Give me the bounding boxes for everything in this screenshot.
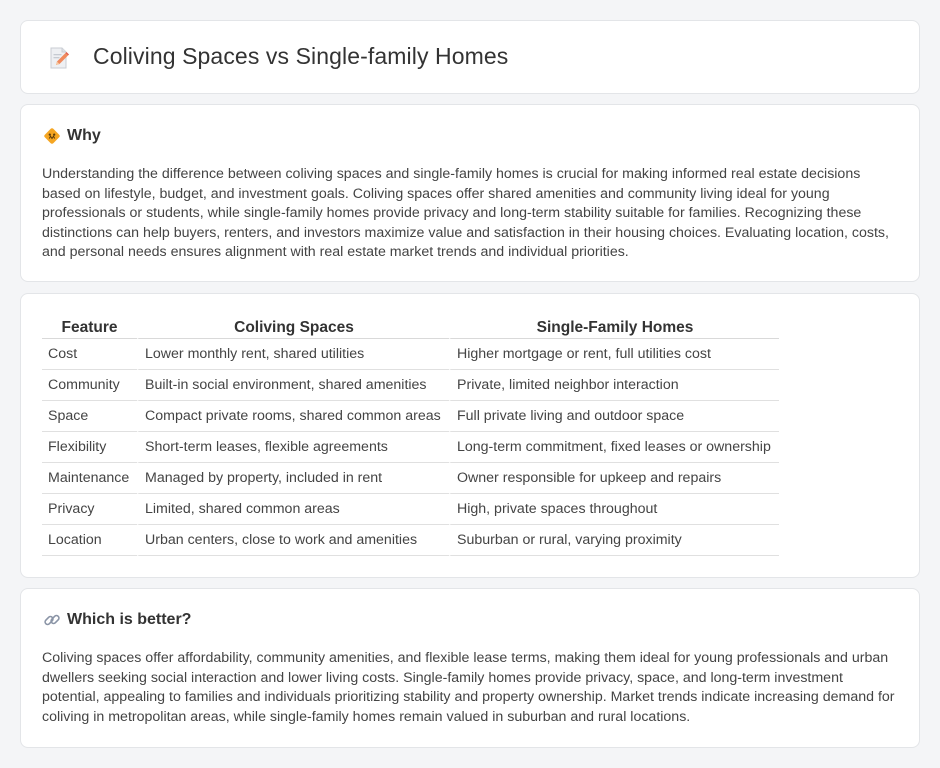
feature-cell: Maintenance [42,463,137,494]
coliving-cell: Short-term leases, flexible agreements [137,432,449,463]
table-row [42,525,779,556]
single-family-cell: Higher mortgage or rent, full utilities cost [449,339,779,370]
why-text: Understanding the difference between coliving spaces and single-family homes is crucial for making informed real estate decisions based on lifestyle, budget, and investment goals. Coliving spaces offer shared amenities and community living ideal for young professionals or students, while single-family homes provide privacy and long-term stability suitable for families. Recognizing these distinctions can help buyers, renters, and investors maximize value and satisfaction in their housing choices. Evaluating location, costs, and personal needs ensures alignment with real estate market trends and individual priorities. [42,166,889,261]
single-family-cell: High, private spaces throughout [449,494,779,525]
coliving-cell: Managed by property, included in rent [137,463,449,494]
coliving-cell: Limited, shared common areas [137,494,449,525]
better-heading-label: Which is better? [67,611,192,628]
why-section [20,104,920,282]
comparison-section [20,293,920,578]
edit-document-icon [47,46,71,70]
table-row [42,463,779,494]
feature-cell: Privacy [42,494,137,525]
why-heading [43,127,101,145]
column-header-single-family: Single-Family Homes [449,313,779,339]
feature-cell: Community [42,370,137,401]
single-family-cell: Suburban or rural, varying proximity [449,525,779,556]
why-heading-label: Why [67,127,101,144]
feature-cell: Flexibility [42,432,137,463]
diamond-sign-icon [43,127,61,145]
feature-cell: Space [42,401,137,432]
table-row [42,494,779,525]
comparison-table [42,313,779,556]
single-family-cell: Owner responsible for upkeep and repairs [449,463,779,494]
single-family-cell: Long-term commitment, fixed leases or ownership [449,432,779,463]
coliving-cell: Compact private rooms, shared common areas [137,401,449,432]
table-row [42,401,779,432]
table-row [42,370,779,401]
table-row [42,339,779,370]
better-text: Coliving spaces offer affordability, community amenities, and flexible lease terms, making them ideal for young professionals and urban dwellers seeking social interaction and lower living costs. Single-family homes provide privacy, space, and long-term investment potential, appealing to families and individuals prioritizing stability and property ownership. Market trends indicate increasing demand for coliving in metropolitan areas, while single-family homes remain valued in suburban and rural locations. [42,650,895,725]
feature-cell: Location [42,525,137,556]
link-icon [43,611,61,629]
which-is-better-section [20,588,920,748]
feature-cell: Cost [42,339,137,370]
coliving-cell: Lower monthly rent, shared utilities [137,339,449,370]
better-heading [43,611,191,629]
single-family-cell: Private, limited neighbor interaction [449,370,779,401]
column-header-feature: Feature [42,313,137,339]
column-header-coliving: Coliving Spaces [137,313,449,339]
page-title: Coliving Spaces vs Single-family Homes [93,43,509,69]
coliving-cell: Built-in social environment, shared amenities [137,370,449,401]
table-row [42,432,779,463]
coliving-cell: Urban centers, close to work and amenities [137,525,449,556]
table-header-row [42,313,779,339]
header-card [20,20,920,94]
single-family-cell: Full private living and outdoor space [449,401,779,432]
